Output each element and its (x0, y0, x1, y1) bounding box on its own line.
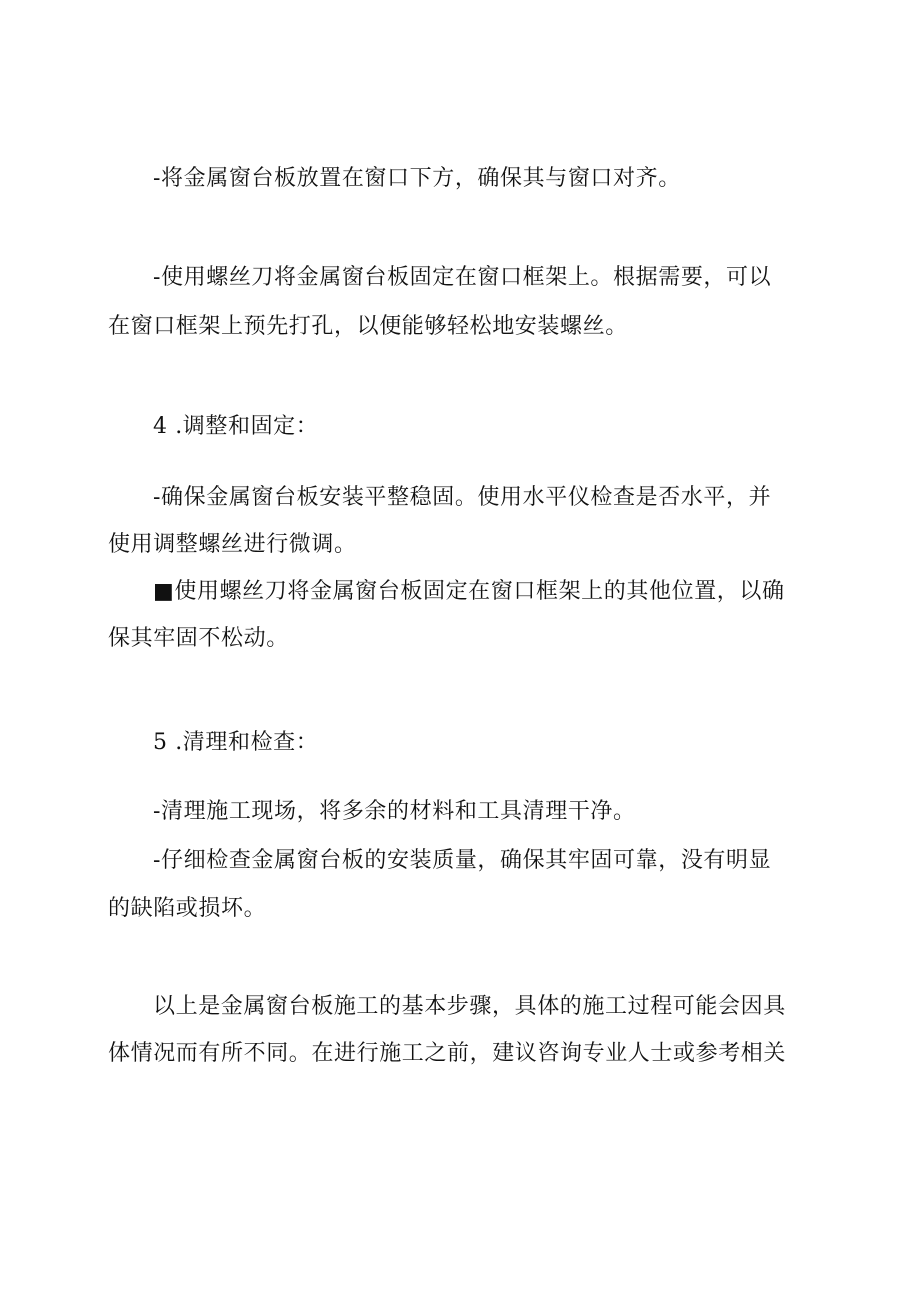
paragraph-line: -使用螺丝刀将金属窗台板固定在窗口框架上。根据需要，可以 (153, 265, 772, 290)
section-heading: 4 .调整和固定： (153, 414, 319, 439)
paragraph-line: -将金属窗台板放置在窗口下方，确保其与窗口对齐。 (153, 166, 681, 191)
paragraph-line: -清理施工现场，将多余的材料和工具清理干净。 (153, 799, 636, 824)
paragraph-line: 使用调整螺丝进行微调。 (108, 532, 357, 557)
paragraph-line: ■使用螺丝刀将金属窗台板固定在窗口框架上的其他位置，以确 (153, 579, 785, 604)
section-heading: 5 .清理和检查： (153, 730, 319, 755)
paragraph-line: -仔细检查金属窗台板的安装质量，确保其牢固可靠，没有明显 (153, 848, 772, 873)
paragraph-line: 的缺陷或损坏。 (108, 896, 267, 921)
paragraph-line: 以上是金属窗台板施工的基本步骤，具体的施工过程可能会因具 (153, 994, 786, 1019)
paragraph-line: 体情况而有所不同。在进行施工之前，建议咨询专业人士或参考相关 (108, 1041, 787, 1066)
paragraph-line: -确保金属窗台板安装平整稳固。使用水平仪检查是否水平，并 (153, 485, 772, 510)
paragraph-line: 保其牢固不松动。 (108, 626, 289, 651)
paragraph-line: 在窗口框架上预先打孔，以便能够轻松地安装螺丝。 (108, 314, 628, 339)
